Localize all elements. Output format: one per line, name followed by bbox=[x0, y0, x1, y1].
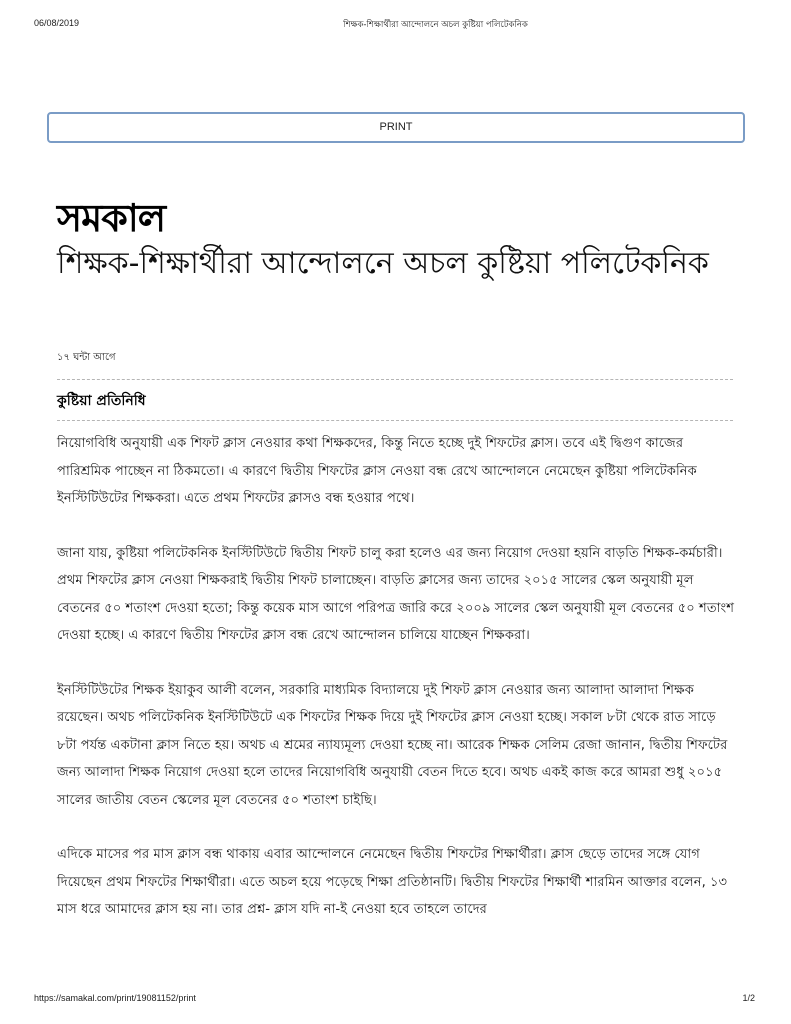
article-headline: শিক্ষক-শিক্ষার্থীরা আন্দোলনে অচল কুষ্টিয়া পলিটেকনিক bbox=[57, 246, 709, 281]
page-number: 1/2 bbox=[742, 993, 755, 1003]
article-body bbox=[57, 430, 737, 951]
print-url: https://samakal.com/print/19081152/print bbox=[34, 993, 196, 1003]
print-page-title: শিক্ষক-শিক্ষার্থীরা আন্দোলনে অচল কুষ্টিয়া পলিটেকনিক bbox=[343, 20, 528, 30]
article-timestamp: ১৭ ঘন্টা আগে bbox=[57, 352, 116, 363]
print-date: 06/08/2019 bbox=[34, 18, 80, 28]
article-paragraph: নিয়োগবিধি অনুযায়ী এক শিফট ক্লাস নেওয়ার কথা শিক্ষকদের, কিন্তু নিতে হচ্ছে দুই শিফটের ক্লাস। তবে এই দ্বিগুণ কাজের পারিশ্রমিক পাচ্ছেন না ঠিকমতো। এ কারণে দ্বিতীয় শিফটের ক্লাস নেওয়া বন্ধ রেখে আন্দোলনে নেমেছেন কুষ্টিয়া পলিটেকনিক ইনস্টিটিউটের শিক্ষকরা। এতে প্রথম শিফটের ক্লাসও বন্ধ হওয়ার পথে। bbox=[57, 436, 697, 506]
article-byline: কুষ্টিয়া প্রতিনিধি bbox=[57, 393, 146, 409]
article-paragraph: এদিকে মাসের পর মাস ক্লাস বন্ধ থাকায় এবার আন্দোলনে নেমেছেন দ্বিতীয় শিফটের শিক্ষার্থীরা। ক্লাস ছেড়ে তাদের সঙ্গে যোগ দিয়েছেন প্রথম শিফটের শিক্ষার্থীরা। এতে অচল হয়ে পড়েছে শিক্ষা প্রতিষ্ঠানটি। দ্বিতীয় শিফটের শিক্ষার্থী শারমিন আক্তার বলেন, ১৩ মাস ধরে আমাদের ক্লাস হয় না। তার প্রশ্ন- ক্লাস যদি না-ই নেওয়া হবে তাহলে তাদের bbox=[57, 847, 728, 917]
print-footer bbox=[0, 993, 791, 1007]
byline-divider-bottom bbox=[57, 420, 733, 421]
article-paragraph: জানা যায়, কুষ্টিয়া পলিটেকনিক ইনস্টিটিউটে দ্বিতীয় শিফট চালু করা হলেও এর জন্য নিয়োগ দেওয়া হয়নি বাড়তি শিক্ষক-কর্মচারী। প্রথম শিফটের ক্লাস নেওয়া শিক্ষকরাই দ্বিতীয় শিফট চালাচ্ছেন। বাড়তি ক্লাসের জন্য তাদের ২০১৫ সালের স্কেল অনুযায়ী মূল বেতনের ৫০ শতাংশ দেওয়া হতো; কিন্তু কয়েক মাস আগে পরিপত্র জারি করে ২০০৯ সালের স্কেল অনুযায়ী মূল বেতনের ৫০ শতাংশ দেওয়া হচ্ছে। এ কারণে দ্বিতীয় শিফটের ক্লাস বন্ধ রেখে আন্দোলন চালিয়ে যাচ্ছেন শিক্ষকরা। bbox=[57, 545, 735, 643]
article-paragraph: ইনস্টিটিউটের শিক্ষক ইয়াকুব আলী বলেন, সরকারি মাধ্যমিক বিদ্যালয়ে দুই শিফট ক্লাস নেওয়ার জন্য আলাদা আলাদা শিক্ষক রয়েছেন। অথচ পলিটেকনিক ইনস্টিটিউটে এক শিফটের শিক্ষক দিয়ে দুই শিফটের ক্লাস নেওয়া হচ্ছে। সকাল ৮টা থেকে রাত সাড়ে ৮টা পর্যন্ত একটানা ক্লাস নিতে হয়। অথচ এ শ্রমের ন্যায্যমূল্য দেওয়া হচ্ছে না। আরেক শিক্ষক সেলিম রেজা জানান, দ্বিতীয় শিফটের জন্য আলাদা শিক্ষক নিয়োগ দেওয়া হলে তাদের নিয়োগবিধি অনুযায়ী বেতন দিতে হবে। অথচ একই কাজ করে আমরা শুধু ২০১৫ সালের জাতীয় বেতন স্কেলের মূল বেতনের ৫০ শতাংশ চাইছি। bbox=[57, 682, 728, 808]
byline-divider-top bbox=[57, 379, 733, 380]
print-button[interactable]: PRINT bbox=[47, 112, 745, 143]
print-header bbox=[0, 18, 791, 32]
newspaper-logo: সমকাল bbox=[57, 196, 166, 240]
